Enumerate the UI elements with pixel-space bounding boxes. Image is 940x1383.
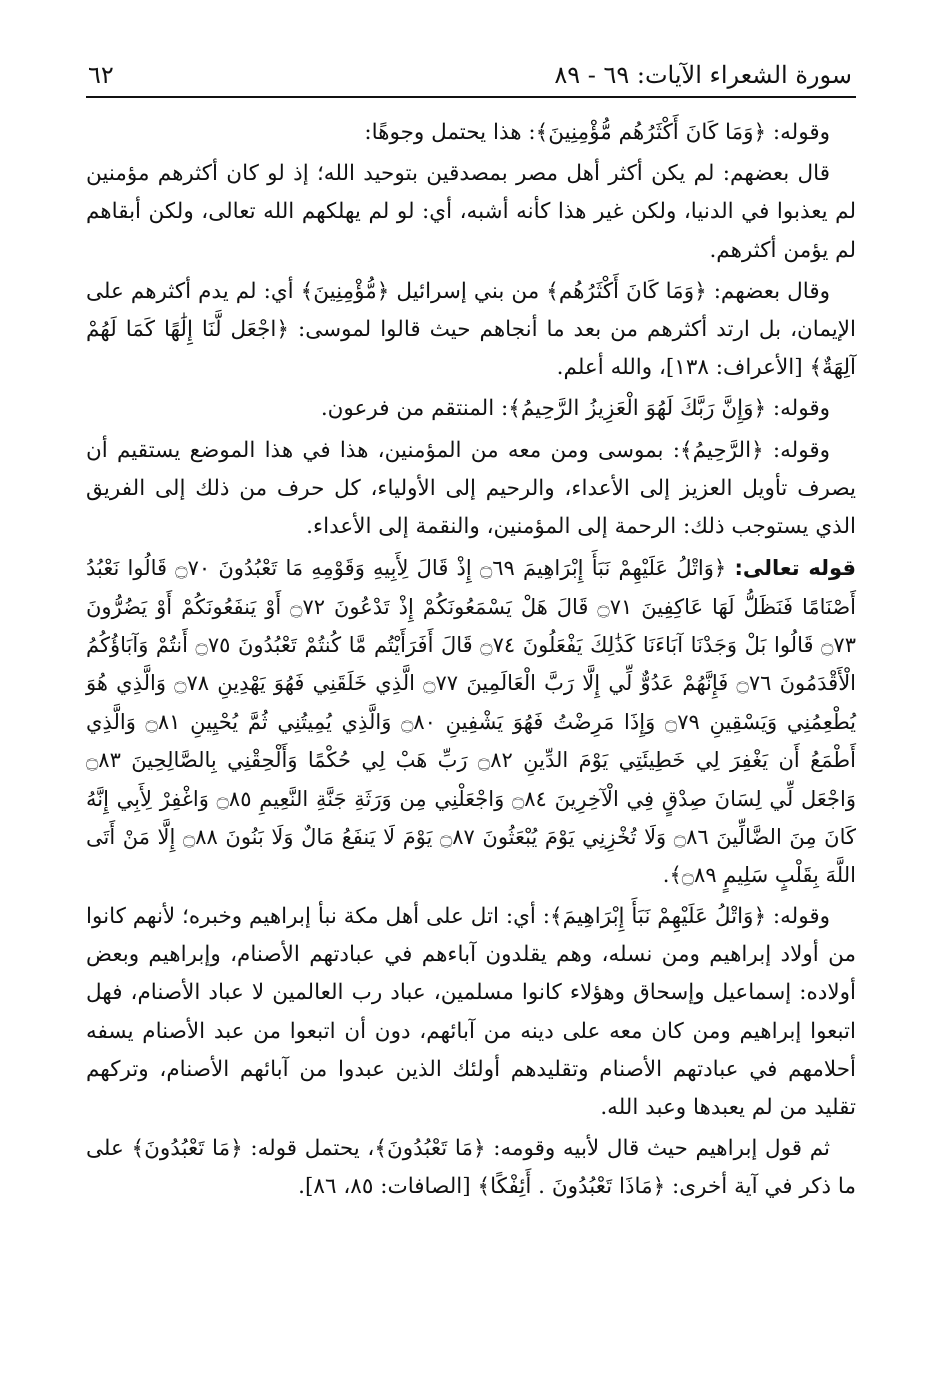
verses-lead: قوله تعالى: [734,556,856,581]
quran-verses-block [86,549,856,895]
paragraph-4: وقوله: ﴿وَإِنَّ رَبَّكَ لَهُوَ الْعَزِيزُ الرَّحِيمُ﴾: المنتقم من فرعون. [320,396,830,422]
paragraph-6: وقوله: ﴿وَاتْلُ عَلَيْهِمْ نَبَأَ إِبْرَاهِيمَ﴾: أي: اتل على أهل مكة نبأ إبراهيم وخبره؛ لأنهم كانوا من أولاد إبراهيم ومن نسله، وهم يقلدون آباءهم في عبادتهم الأصنام، وإبراهيم وبعض أولاده: إسماعيل وإسحاق وهؤلاء كانوا مسلمين، عباد رب العالمين لا عباد الأصنام، فهل اتبعوا إبراهيم ومن كان معه على دينه من آبائهم، دون أن اتبعوا من عبد الأصنام يسفه أحلامهم في عبادتهم الأصنام وتقليدهم أولئك الذين عبدوا من آبائهم الأصنام، وتركهم تقليد من لم يعبدها وعبد الله. [86,903,856,1120]
paragraph-1: وقوله: ﴿وَمَا كَانَ أَكْثَرُهُم مُّؤْمِنِينَ﴾: هذا يحتمل وجوهًا: [364,120,830,145]
paragraph-3: وقال بعضهم: ﴿وَمَا كَانَ أَكْثَرُهُم﴾ من بني إسرائيل ﴿مُّؤْمِنِينَ﴾ أي: لم يدم أكثرهم على الإيمان، بل ارتد أكثرهم من بعد ما أنجاهم حيث قالوا لموسى: ﴿اجْعَل لَّنَا إِلَٰهًا كَمَا لَهُمْ آلِهَةٌ﴾ [الأعراف: ١٣٨]، والله أعلم. [86,278,856,381]
page-number: ٦٢ [88,61,114,89]
header-rule [86,96,856,98]
paragraph-7: ثم قول إبراهيم حيث قال لأبيه وقومه: ﴿مَا تَعْبُدُونَ﴾، يحتمل قوله: ﴿مَا تَعْبُدُونَ﴾ على ما ذكر في آية أخرى: ﴿مَاذَا تَعْبُدُونَ . أَئِفْكًا﴾ [الصافات: ٨٥، ٨٦]. [86,1136,856,1200]
page-title: سورة الشعراء الآيات: ٦٩ - ٨٩ [554,61,852,89]
verses-text: ﴿وَاتْلُ عَلَيْهِمْ نَبَأَ إِبْرَاهِيمَ ۝٦٩ إِذْ قَالَ لِأَبِيهِ وَقَوْمِهِ مَا تَعْبُدُونَ ۝٧٠ قَالُوا نَعْبُدُ أَصْنَامًا فَنَظَلُّ لَهَا عَاكِفِينَ ۝٧١ قَالَ هَلْ يَسْمَعُونَكُمْ إِذْ تَدْعُونَ ۝٧٢ أَوْ يَنفَعُونَكُمْ أَوْ يَضُرُّونَ ۝٧٣ قَالُوا بَلْ وَجَدْنَا آبَاءَنَا كَذَٰلِكَ يَفْعَلُونَ ۝٧٤ قَالَ أَفَرَأَيْتُم مَّا كُنتُمْ تَعْبُدُونَ ۝٧٥ أَنتُمْ وَآبَاؤُكُمُ الْأَقْدَمُونَ ۝٧٦ فَإِنَّهُمْ عَدُوٌّ لِّي إِلَّا رَبَّ الْعَالَمِينَ ۝٧٧ الَّذِي خَلَقَنِي فَهُوَ يَهْدِينِ ۝٧٨ وَالَّذِي هُوَ يُطْعِمُنِي وَيَسْقِينِ ۝٧٩ وَإِذَا مَرِضْتُ فَهُوَ يَشْفِينِ ۝٨٠ وَالَّذِي يُمِيتُنِي ثُمَّ يُحْيِينِ ۝٨١ وَالَّذِي أَطْمَعُ أَن يَغْفِرَ لِي خَطِيئَتِي يَوْمَ الدِّينِ ۝٨٢ رَبِّ هَبْ لِي حُكْمًا وَأَلْحِقْنِي بِالصَّالِحِينَ ۝٨٣ وَاجْعَل لِّي لِسَانَ صِدْقٍ فِي الْآخِرِينَ ۝٨٤ وَاجْعَلْنِي مِن وَرَثَةِ جَنَّةِ النَّعِيمِ ۝٨٥ وَاغْفِرْ لِأَبِي إِنَّهُ كَانَ مِنَ الضَّالِّينَ ۝٨٦ وَلَا تُخْزِنِي يَوْمَ يُبْعَثُونَ ۝٨٧ يَوْمَ لَا يَنفَعُ مَالٌ وَلَا بَنُونَ ۝٨٨ إِلَّا مَنْ أَتَى اللَّهَ بِقَلْبٍ سَلِيمٍ ۝٨٩﴾. [86,556,857,888]
page-header [88,55,852,95]
paragraph-5: وقوله: ﴿الرَّحِيمُ﴾: بموسى ومن معه من المؤمنين، هذا في هذا الموضع يستقيم أن يصرف تأويل العزيز إلى الأعداء، والرحيم إلى الأولياء، كل حرف من ذلك إلى الفريق الذي يستوجب ذلك: الرحمة إلى المؤمنين، والنقمة إلى الأعداء. [86,437,856,540]
paragraph-2: قال بعضهم: لم يكن أكثر أهل مصر بمصدقين بتوحيد الله؛ إذ لو كان أكثرهم مؤمنين لم يعذبوا في الدنيا، ولكن غير هذا كأنه أشبه، أي: لو لم يهلكهم الله تعالى، ولكن أبقاهم لم يؤمن أكثرهم. [86,161,856,263]
page-body [86,114,856,1210]
